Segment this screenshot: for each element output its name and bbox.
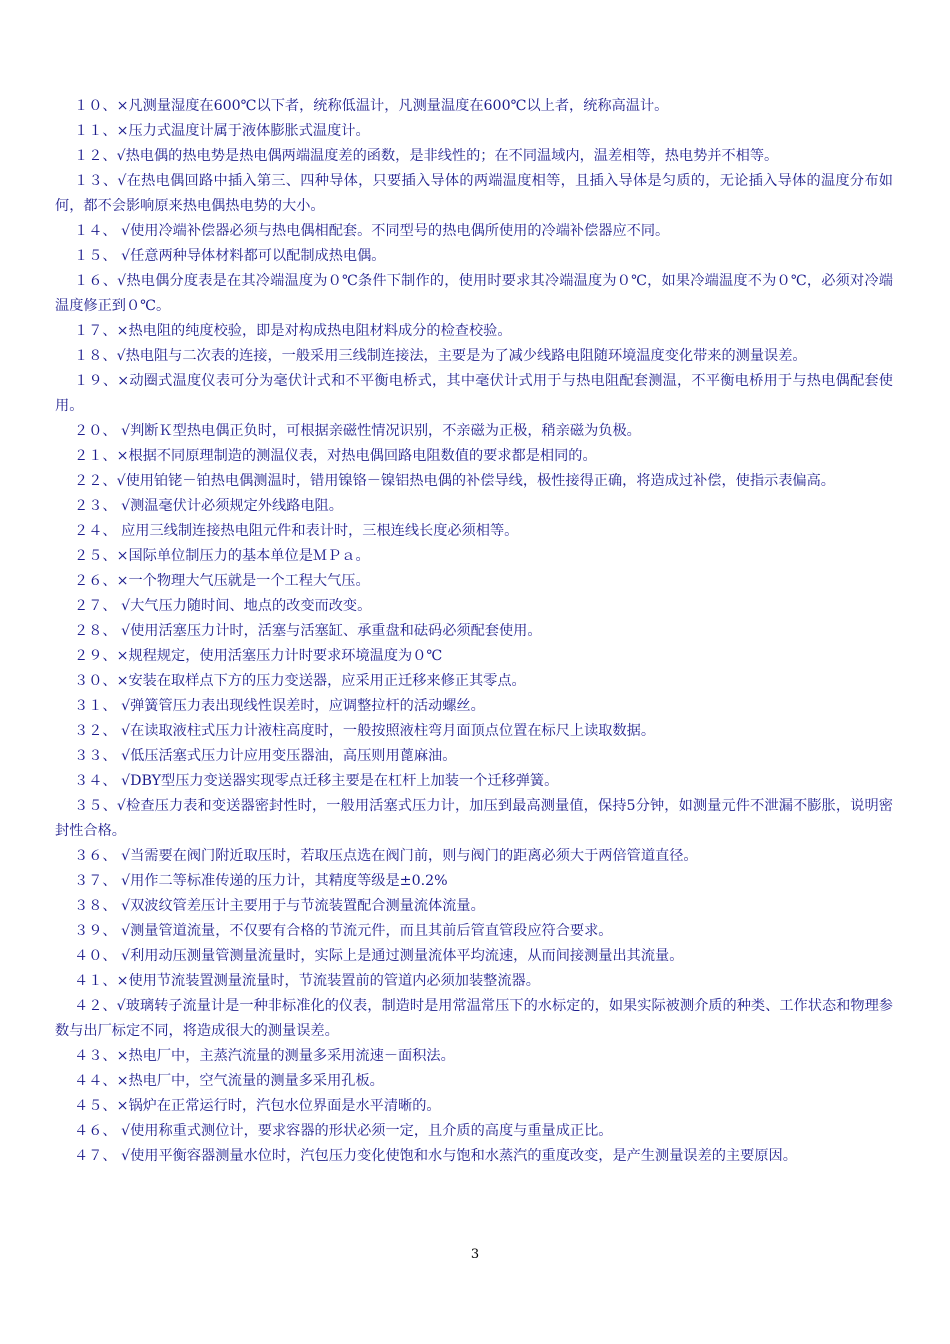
list-item: ２６、×一个物理大气压就是一个工程大气压。 [74, 573, 370, 589]
list-item: １５、 √任意两种导体材料都可以配制成热电偶。 [74, 248, 386, 264]
list-item: ２７、 √大气压力随时间、地点的改变而改变。 [74, 598, 372, 614]
list-item: ３６、 √当需要在阀门附近取压时，若取压点选在阀门前，则与阀门的距离必须大于两倍管道直径。 [74, 848, 698, 864]
list-item: １２、√热电偶的热电势是热电偶两端温度差的函数，是非线性的；在不同温域内，温差相等，热电势并不相等。 [74, 148, 779, 164]
list-item: １７、×热电阻的纯度校验，即是对构成热电阻材料成分的检查校验。 [74, 323, 512, 339]
list-item: １０、×凡测量湿度在600℃以下者，统称低温计，凡测量温度在600℃以上者，统称高温计。 [74, 98, 669, 114]
list-item: １４、 √使用冷端补偿器必须与热电偶相配套。不同型号的热电偶所使用的冷端补偿器应不同。 [74, 223, 670, 239]
list-item: ３２、 √在读取液柱式压力计液柱高度时，一般按照液柱弯月面顶点位置在标尺上读取数据。 [74, 723, 656, 739]
list-item: ３８、 √双波纹管差压计主要用于与节流装置配合测量流体流量。 [74, 898, 485, 914]
list-item: ４４、×热电厂中，空气流量的测量多采用孔板。 [74, 1073, 384, 1089]
list-item: ４６、 √使用称重式测位计，要求容器的形状必须一定，且介质的高度与重量成正比。 [74, 1123, 613, 1139]
list-item: １１、×压力式温度计属于液体膨胀式温度计。 [74, 123, 370, 139]
list-item: ４３、×热电厂中，主蒸汽流量的测量多采用流速－面积法。 [74, 1048, 455, 1064]
page-number: 3 [470, 1247, 480, 1262]
list-item: ３０、×安装在取样点下方的压力变送器，应采用正迁移来修正其零点。 [74, 673, 526, 689]
list-item: ３９、 √测量管道流量，不仅要有合格的节流元件，而且其前后管直管段应符合要求。 [74, 923, 613, 939]
list-item: １６、√热电偶分度表是在其冷端温度为０℃条件下制作的，使用时要求其冷端温度为０℃，如果冷端温度不为０℃，必须对冷端温度修正到０℃。 [55, 273, 893, 314]
list-item: ３７、 √用作二等标准传递的压力计，其精度等级是±0.2% [74, 873, 448, 889]
list-item: ４０、 √利用动压测量管测量流量时，实际上是通过测量流体平均流速，从而间接测量出其流量。 [74, 948, 684, 964]
list-item: １３、√在热电偶回路中插入第三、四种导体，只要插入导体的两端温度相等，且插入导体是匀质的，无论插入导体的温度分布如何，都不会影响原来热电偶热电势的大小。 [55, 173, 893, 214]
question-list [55, 94, 893, 1169]
list-item: ２５、×国际单位制压力的基本单位是ＭＰａ。 [74, 548, 370, 564]
list-item: ２０、 √判断Ｋ型热电偶正负时，可根据亲磁性情况识别，不亲磁为正极，稍亲磁为负极。 [74, 423, 641, 439]
list-item: ３５、√检查压力表和变送器密封性时，一般用活塞式压力计，加压到最高测量值，保持5分钟，如测量元件不泄漏不膨胀，说明密封性合格。 [55, 798, 893, 839]
list-item: ４２、√玻璃转子流量计是一种非标准化的仪表，制造时是用常温常压下的水标定的，如果实际被测介质的种类、工作状态和物理参数与出厂标定不同，将造成很大的测量误差。 [55, 998, 893, 1039]
list-item: ２３、 √测温毫伏计必须规定外线路电阻。 [74, 498, 343, 514]
list-item: ４１、×使用节流装置测量流量时，节流装置前的管道内必须加装整流器。 [74, 973, 540, 989]
list-item: ４７、 √使用平衡容器测量水位时，汽包压力变化使饱和水与饱和水蒸汽的重度改变，是产生测量误差的主要原因。 [74, 1148, 797, 1164]
list-item: ２９、×规程规定，使用活塞压力计时要求环境温度为０℃ [74, 648, 443, 664]
list-item: １９、×动圈式温度仪表可分为毫伏计式和不平衡电桥式，其中毫伏计式用于与热电阻配套测温，不平衡电桥用于与热电偶配套使用。 [55, 373, 893, 414]
list-item: ３３、 √低压活塞式压力计应用变压器油，高压则用蓖麻油。 [74, 748, 457, 764]
list-item: １８、√热电阻与二次表的连接，一般采用三线制连接法，主要是为了减少线路电阻随环境温度变化带来的测量误差。 [74, 348, 807, 364]
list-item: ２２、√使用铂铑－铂热电偶测温时，错用镍铬－镍铝热电偶的补偿导线，极性接得正确，将造成过补偿，使指示表偏高。 [74, 473, 835, 489]
list-item: ２４、 应用三线制连接热电阻元件和表计时，三根连线长度必须相等。 [74, 523, 519, 539]
list-item: ２８、 √使用活塞压力计时，活塞与活塞缸、承重盘和砝码必须配套使用。 [74, 623, 542, 639]
list-item: ３４、 √DBY型压力变送器实现零点迁移主要是在杠杆上加装一个迁移弹簧。 [74, 773, 559, 789]
list-item: ４５、×锅炉在正常运行时，汽包水位界面是水平清晰的。 [74, 1098, 441, 1114]
list-item: ２１、×根据不同原理制造的测温仪表，对热电偶回路电阻数值的要求都是相同的。 [74, 448, 597, 464]
list-item: ３１、 √弹簧管压力表出现线性误差时，应调整拉杆的活动螺丝。 [74, 698, 485, 714]
